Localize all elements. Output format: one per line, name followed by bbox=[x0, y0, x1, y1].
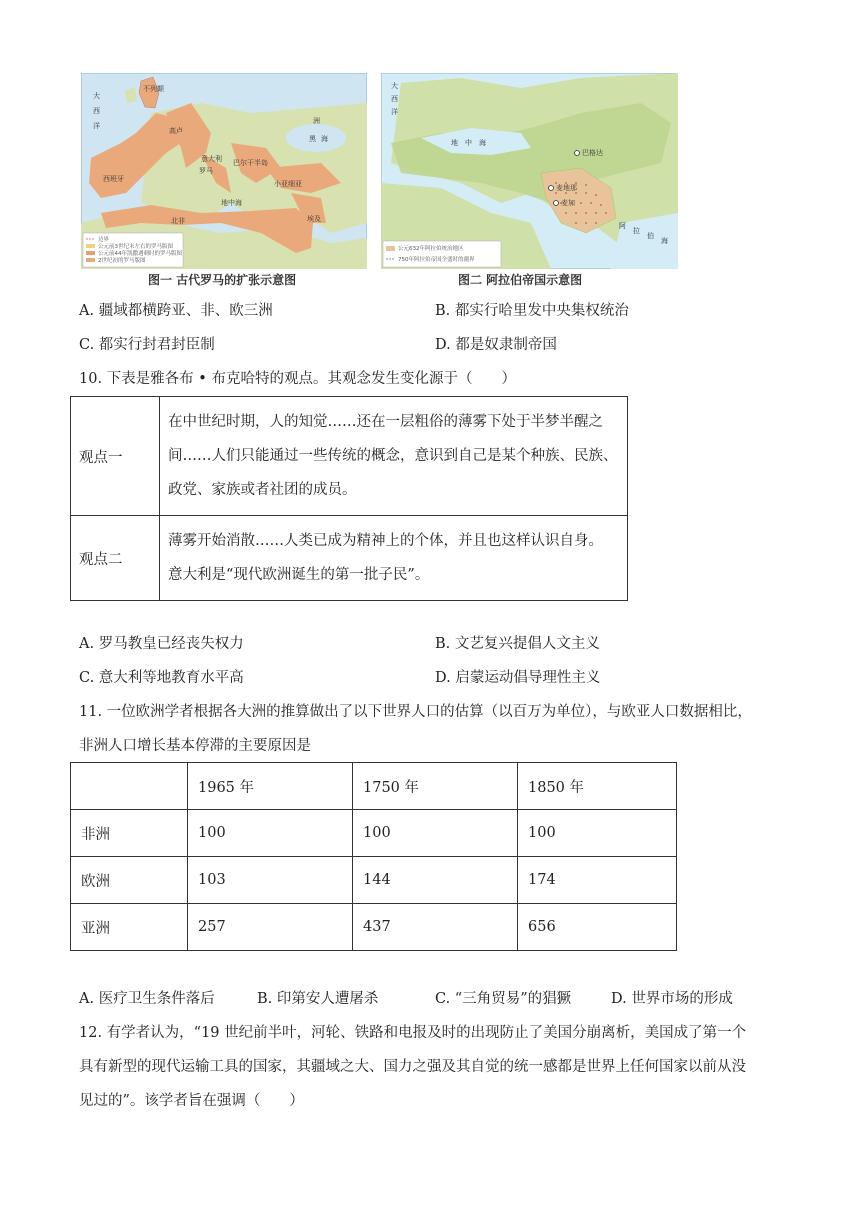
fig2-caption: 图二 阿拉伯帝国示意图 bbox=[458, 273, 583, 287]
fig2-label: 麦地那 bbox=[556, 184, 577, 192]
fig1-label: 北非 bbox=[171, 217, 185, 225]
table-row bbox=[71, 810, 677, 857]
q12-stem-line3: 见过的”。该学者旨在强调（ ） bbox=[79, 1093, 304, 1109]
q10-option-c: C. 意大利等地教育水平高 bbox=[79, 670, 244, 686]
table-header-cell: 1850 年 bbox=[518, 763, 677, 810]
fig1-label: 意大利 bbox=[201, 155, 222, 163]
fig2-label: 巴格达 bbox=[582, 149, 603, 157]
fig1-legend-1: 边界 bbox=[98, 237, 110, 243]
fig1-label: 黑 bbox=[309, 135, 316, 143]
fig1-label: 西班牙 bbox=[103, 175, 124, 183]
fig1-legend-4: 2世纪初的罗马版图 bbox=[98, 258, 146, 264]
q10-option-a: A. 罗马教皇已经丧失权力 bbox=[79, 636, 244, 652]
table-cell: 437 bbox=[353, 904, 518, 951]
fig2-label: 西 bbox=[391, 95, 398, 103]
fig1-label: 地中海 bbox=[221, 199, 242, 207]
q10-text-2-line: 薄雾开始消散……人类已成为精神上的个体，并且也这样认识自身。 bbox=[168, 533, 603, 549]
q10-text-1-line: 政党、家族或者社团的成员。 bbox=[168, 482, 357, 498]
table-row bbox=[71, 857, 677, 904]
fig2-label: 海 bbox=[661, 237, 668, 245]
table-cell: 656 bbox=[518, 904, 677, 951]
table-header-cell: 1750 年 bbox=[353, 763, 518, 810]
fig1-label: 不列颠 bbox=[143, 85, 164, 93]
table-cell: 100 bbox=[518, 810, 677, 857]
fig2-legend-2: 750年阿拉伯帝国全盛时的疆界 bbox=[398, 257, 475, 263]
q10-label-2: 观点二 bbox=[71, 516, 160, 601]
fig1-label: 埃及 bbox=[307, 215, 321, 223]
q11-option-d: D. 世界市场的形成 bbox=[611, 991, 733, 1007]
table-cell: 257 bbox=[188, 904, 353, 951]
table-cell: 100 bbox=[353, 810, 518, 857]
fig2-label: 伯 bbox=[647, 232, 654, 240]
map-arab-empire bbox=[381, 73, 678, 269]
fig1-label: 大 bbox=[93, 92, 100, 100]
fig2-legend-1: 公元632年阿拉伯统治地区 bbox=[398, 246, 464, 252]
fig2-label: 麦加 bbox=[561, 199, 575, 207]
q10-option-b: B. 文艺复兴提倡人文主义 bbox=[435, 636, 600, 652]
fig1-label: 洲 bbox=[313, 117, 320, 125]
q11-stem-line2: 非洲人口增长基本停滞的主要原因是 bbox=[79, 738, 311, 754]
fig2-label: 地 bbox=[451, 139, 458, 147]
q9-option-a: A. 疆域都横跨亚、非、欧三洲 bbox=[79, 303, 273, 319]
fig2-label: 海 bbox=[479, 139, 486, 147]
fig1-label: 西 bbox=[93, 107, 100, 115]
q10-text-2 bbox=[160, 516, 628, 601]
fig1-legend-3: 公元前44年凯撒遇刺时的罗马版图 bbox=[98, 251, 182, 257]
fig1-label: 巴尔干半岛 bbox=[233, 159, 268, 167]
q10-text-1-line: 间……人们只能通过一些传统的概念，意识到自己是某个种族、民族、 bbox=[168, 448, 618, 464]
q9-option-b: B. 都实行哈里发中央集权统治 bbox=[435, 303, 629, 319]
table-row bbox=[71, 904, 677, 951]
table-cell: 欧洲 bbox=[71, 857, 188, 904]
fig1-label: 高卢 bbox=[169, 127, 183, 135]
q9-option-d: D. 都是奴隶制帝国 bbox=[435, 337, 557, 353]
fig1-label: 罗马 bbox=[199, 167, 213, 175]
table-cell: 144 bbox=[353, 857, 518, 904]
fig1-caption: 图一 古代罗马的扩张示意图 bbox=[148, 273, 297, 287]
q11-option-c: C. “三角贸易”的猖獗 bbox=[435, 991, 572, 1007]
q11-option-b: B. 印第安人遭屠杀 bbox=[257, 991, 379, 1007]
fig1-label: 洋 bbox=[93, 122, 100, 130]
q10-text-1-line: 在中世纪时期，人的知觉……还在一层粗俗的薄雾下处于半梦半醒之 bbox=[168, 414, 603, 430]
q11-stem-line1: 11. 一位欧洲学者根据各大洲的推算做出了以下世界人口的估算（以百万为单位），与欧亚人口数据相比， bbox=[79, 704, 752, 720]
fig2-label: 拉 bbox=[633, 227, 640, 235]
table-cell: 亚洲 bbox=[71, 904, 188, 951]
q12-stem-line2: 具有新型的现代运输工具的国家，其疆域之大、国力之强及其自觉的统一感都是世界上任何国家以前从没 bbox=[79, 1059, 746, 1075]
q10-label-1: 观点一 bbox=[71, 397, 160, 516]
table-row bbox=[71, 763, 677, 810]
q10-table bbox=[70, 396, 628, 601]
table-cell: 100 bbox=[188, 810, 353, 857]
table-cell bbox=[71, 763, 188, 810]
q10-option-d: D. 启蒙运动倡导理性主义 bbox=[435, 670, 601, 686]
map-roman-expansion bbox=[81, 73, 367, 269]
fig1-legend-2: 公元前3世纪末左右的罗马版图 bbox=[98, 244, 174, 250]
table-row bbox=[71, 397, 628, 516]
fig1-label: 海 bbox=[321, 135, 328, 143]
q9-option-c: C. 都实行封君封臣制 bbox=[79, 337, 215, 353]
fig2-label: 洋 bbox=[391, 108, 398, 116]
q10-text-1 bbox=[160, 397, 628, 516]
table-cell: 174 bbox=[518, 857, 677, 904]
table-header-cell: 1965 年 bbox=[188, 763, 353, 810]
table-row bbox=[71, 516, 628, 601]
fig2-label: 大 bbox=[391, 82, 398, 90]
q12-stem-line1: 12. 有学者认为，“19 世纪前半叶，河轮、铁路和电报及时的出现防止了美国分崩离析，美国成了第一个 bbox=[79, 1025, 747, 1041]
q10-stem: 10. 下表是雅各布 • 布克哈特的观点。其观念发生变化源于（ ） bbox=[79, 371, 516, 387]
q11-table bbox=[70, 762, 677, 951]
fig1-label: 小亚细亚 bbox=[274, 180, 302, 188]
fig2-label: 阿 bbox=[619, 222, 626, 230]
table-cell: 103 bbox=[188, 857, 353, 904]
q11-option-a: A. 医疗卫生条件落后 bbox=[79, 991, 215, 1007]
table-cell: 非洲 bbox=[71, 810, 188, 857]
q10-text-2-line: 意大利是“现代欧洲诞生的第一批子民”。 bbox=[168, 567, 430, 583]
fig2-label: 中 bbox=[465, 139, 472, 147]
